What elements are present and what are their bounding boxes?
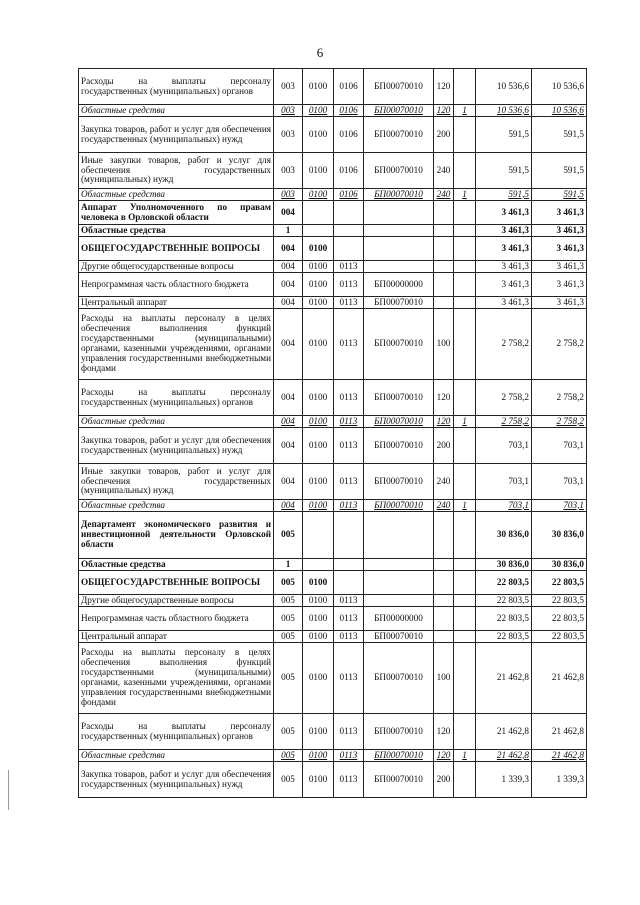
row-subsection-code: 0106 xyxy=(334,105,364,117)
row-amount-2: 1 339,3 xyxy=(532,762,587,798)
row-section-code: 0100 xyxy=(303,762,334,798)
table-row xyxy=(79,273,587,297)
row-amount-2: 591,5 xyxy=(532,189,587,201)
row-expense-type: 100 xyxy=(434,309,454,380)
row-admin-code: 1 xyxy=(274,559,303,571)
row-subsection-code xyxy=(334,225,364,237)
row-admin-code: 003 xyxy=(274,153,303,189)
row-section-code: 0100 xyxy=(303,714,334,750)
table-row xyxy=(79,595,587,607)
row-section-code: 0100 xyxy=(303,643,334,714)
row-target-article: БП00070010 xyxy=(364,309,434,380)
row-amount-1: 2 758,2 xyxy=(476,309,532,380)
row-amount-2: 22 803,5 xyxy=(532,595,587,607)
row-expense-type: 120 xyxy=(434,69,454,105)
row-amount-1: 22 803,5 xyxy=(476,631,532,643)
row-description: Областные средства xyxy=(79,105,274,117)
row-expense-type xyxy=(434,559,454,571)
budget-table xyxy=(78,68,587,798)
row-source-code xyxy=(454,273,476,297)
row-section-code: 0100 xyxy=(303,380,334,416)
row-description: Расходы на выплаты персоналу в целях обеспечения выполнения функций государственными (муниципальными) органами, казенными учреждениями, органами управления государственными внебюджетными фондами xyxy=(79,643,274,714)
row-target-article: БП00070010 xyxy=(364,714,434,750)
row-amount-2: 2 758,2 xyxy=(532,309,587,380)
row-admin-code: 004 xyxy=(274,428,303,464)
row-section-code: 0100 xyxy=(303,189,334,201)
row-expense-type xyxy=(434,595,454,607)
row-expense-type: 200 xyxy=(434,762,454,798)
row-subsection-code: 0113 xyxy=(334,416,364,428)
row-description: Закупка товаров, работ и услуг для обеспечения государственных (муниципальных) нужд xyxy=(79,117,274,153)
row-amount-1: 591,5 xyxy=(476,189,532,201)
table-row xyxy=(79,607,587,631)
row-expense-type: 120 xyxy=(434,380,454,416)
row-admin-code: 1 xyxy=(274,225,303,237)
row-amount-2: 21 462,8 xyxy=(532,643,587,714)
row-admin-code: 005 xyxy=(274,750,303,762)
row-expense-type xyxy=(434,512,454,559)
row-amount-1: 703,1 xyxy=(476,464,532,500)
row-source-code xyxy=(454,607,476,631)
row-expense-type: 100 xyxy=(434,643,454,714)
row-target-article: БП00070010 xyxy=(364,643,434,714)
table-row xyxy=(79,201,587,225)
row-target-article: БП00070010 xyxy=(364,380,434,416)
row-description: Областные средства xyxy=(79,189,274,201)
row-amount-1: 30 836,0 xyxy=(476,512,532,559)
row-admin-code: 004 xyxy=(274,380,303,416)
row-target-article: БП00070010 xyxy=(364,464,434,500)
row-admin-code: 005 xyxy=(274,631,303,643)
row-amount-2: 2 758,2 xyxy=(532,380,587,416)
row-subsection-code xyxy=(334,571,364,595)
table-row xyxy=(79,153,587,189)
row-amount-1: 2 758,2 xyxy=(476,380,532,416)
row-target-article: БП00070010 xyxy=(364,105,434,117)
row-description: Областные средства xyxy=(79,500,274,512)
row-amount-1: 591,5 xyxy=(476,117,532,153)
row-amount-2: 3 461,3 xyxy=(532,297,587,309)
row-target-article xyxy=(364,512,434,559)
row-description: Расходы на выплаты персоналу государственных (муниципальных) органов xyxy=(79,380,274,416)
row-subsection-code: 0106 xyxy=(334,153,364,189)
row-admin-code: 004 xyxy=(274,297,303,309)
row-expense-type xyxy=(434,261,454,273)
row-description: ОБЩЕГОСУДАРСТВЕННЫЕ ВОПРОСЫ xyxy=(79,571,274,595)
table-row xyxy=(79,643,587,714)
row-source-code xyxy=(454,153,476,189)
row-target-article: БП00070010 xyxy=(364,500,434,512)
row-amount-1: 3 461,3 xyxy=(476,273,532,297)
row-source-code: 1 xyxy=(454,500,476,512)
row-source-code xyxy=(454,762,476,798)
row-source-code xyxy=(454,225,476,237)
row-expense-type xyxy=(434,571,454,595)
row-subsection-code xyxy=(334,201,364,225)
row-amount-2: 703,1 xyxy=(532,500,587,512)
table-row xyxy=(79,714,587,750)
table-row xyxy=(79,428,587,464)
row-admin-code: 004 xyxy=(274,500,303,512)
row-amount-2: 30 836,0 xyxy=(532,559,587,571)
row-amount-1: 21 462,8 xyxy=(476,750,532,762)
row-expense-type: 200 xyxy=(434,117,454,153)
row-expense-type: 240 xyxy=(434,189,454,201)
row-expense-type: 120 xyxy=(434,750,454,762)
row-target-article xyxy=(364,559,434,571)
row-admin-code: 004 xyxy=(274,237,303,261)
row-amount-1: 22 803,5 xyxy=(476,571,532,595)
row-amount-1: 10 536,6 xyxy=(476,69,532,105)
row-source-code xyxy=(454,631,476,643)
row-description: Расходы на выплаты персоналу государственных (муниципальных) органов xyxy=(79,69,274,105)
row-expense-type: 120 xyxy=(434,416,454,428)
row-description: Областные средства xyxy=(79,225,274,237)
row-description: Аппарат Уполномоченного по правам человека в Орловской области xyxy=(79,201,274,225)
row-source-code xyxy=(454,464,476,500)
row-expense-type xyxy=(434,297,454,309)
row-amount-1: 22 803,5 xyxy=(476,595,532,607)
row-admin-code: 005 xyxy=(274,643,303,714)
row-expense-type: 120 xyxy=(434,714,454,750)
row-subsection-code: 0113 xyxy=(334,464,364,500)
row-description: Иные закупки товаров, работ и услуг для обеспечения государственных (муниципальных) нужд xyxy=(79,153,274,189)
row-amount-1: 2 758,2 xyxy=(476,416,532,428)
row-section-code: 0100 xyxy=(303,416,334,428)
row-amount-1: 703,1 xyxy=(476,500,532,512)
row-amount-2: 21 462,8 xyxy=(532,750,587,762)
row-amount-2: 3 461,3 xyxy=(532,273,587,297)
row-expense-type: 200 xyxy=(434,428,454,464)
row-source-code xyxy=(454,201,476,225)
row-amount-2: 2 758,2 xyxy=(532,416,587,428)
row-amount-1: 30 836,0 xyxy=(476,559,532,571)
table-row xyxy=(79,69,587,105)
row-admin-code: 005 xyxy=(274,714,303,750)
table-row xyxy=(79,225,587,237)
row-target-article xyxy=(364,595,434,607)
row-amount-1: 703,1 xyxy=(476,428,532,464)
table-row xyxy=(79,571,587,595)
row-description: Центральный аппарат xyxy=(79,297,274,309)
row-admin-code: 003 xyxy=(274,69,303,105)
row-source-code xyxy=(454,512,476,559)
row-source-code xyxy=(454,261,476,273)
row-source-code xyxy=(454,380,476,416)
row-subsection-code: 0113 xyxy=(334,309,364,380)
table-row xyxy=(79,416,587,428)
table-row xyxy=(79,512,587,559)
table-row xyxy=(79,297,587,309)
row-amount-1: 3 461,3 xyxy=(476,297,532,309)
row-subsection-code: 0113 xyxy=(334,380,364,416)
row-section-code: 0100 xyxy=(303,500,334,512)
row-target-article: БП00070010 xyxy=(364,153,434,189)
row-section-code: 0100 xyxy=(303,117,334,153)
row-amount-2: 22 803,5 xyxy=(532,631,587,643)
row-source-code: 1 xyxy=(454,416,476,428)
row-source-code xyxy=(454,69,476,105)
row-section-code: 0100 xyxy=(303,69,334,105)
row-amount-1: 21 462,8 xyxy=(476,714,532,750)
row-subsection-code: 0113 xyxy=(334,762,364,798)
row-section-code: 0100 xyxy=(303,595,334,607)
row-target-article: БП00000000 xyxy=(364,273,434,297)
row-section-code xyxy=(303,225,334,237)
row-section-code xyxy=(303,201,334,225)
row-description: Непрограммная часть областного бюджета xyxy=(79,607,274,631)
table-row xyxy=(79,631,587,643)
row-amount-2: 22 803,5 xyxy=(532,571,587,595)
row-section-code: 0100 xyxy=(303,105,334,117)
row-amount-2: 3 461,3 xyxy=(532,237,587,261)
row-source-code xyxy=(454,595,476,607)
row-subsection-code xyxy=(334,237,364,261)
table-row xyxy=(79,750,587,762)
row-expense-type xyxy=(434,607,454,631)
row-subsection-code: 0106 xyxy=(334,189,364,201)
row-target-article: БП00070010 xyxy=(364,117,434,153)
row-source-code: 1 xyxy=(454,750,476,762)
row-subsection-code: 0113 xyxy=(334,297,364,309)
table-row xyxy=(79,261,587,273)
row-description: Департамент экономического развития и инвестиционной деятельности Орловской области xyxy=(79,512,274,559)
row-amount-1: 3 461,3 xyxy=(476,261,532,273)
row-amount-2: 22 803,5 xyxy=(532,607,587,631)
row-description: Другие общегосударственные вопросы xyxy=(79,595,274,607)
row-amount-2: 3 461,3 xyxy=(532,225,587,237)
row-target-article xyxy=(364,261,434,273)
table-row xyxy=(79,189,587,201)
table-row xyxy=(79,500,587,512)
row-admin-code: 005 xyxy=(274,607,303,631)
page-number: 6 xyxy=(316,45,324,60)
row-amount-2: 3 461,3 xyxy=(532,201,587,225)
row-subsection-code: 0113 xyxy=(334,261,364,273)
row-subsection-code: 0113 xyxy=(334,607,364,631)
table-row xyxy=(79,237,587,261)
row-amount-2: 703,1 xyxy=(532,428,587,464)
table-row xyxy=(79,117,587,153)
row-source-code xyxy=(454,428,476,464)
row-section-code xyxy=(303,512,334,559)
row-amount-2: 3 461,3 xyxy=(532,261,587,273)
row-amount-1: 22 803,5 xyxy=(476,607,532,631)
row-source-code xyxy=(454,571,476,595)
row-admin-code: 003 xyxy=(274,117,303,153)
row-section-code: 0100 xyxy=(303,750,334,762)
row-admin-code: 005 xyxy=(274,512,303,559)
row-subsection-code: 0113 xyxy=(334,631,364,643)
row-target-article: БП00000000 xyxy=(364,607,434,631)
row-expense-type: 240 xyxy=(434,500,454,512)
table-body xyxy=(79,69,587,798)
row-target-article xyxy=(364,571,434,595)
row-target-article: БП00070010 xyxy=(364,297,434,309)
row-source-code xyxy=(454,714,476,750)
row-admin-code: 004 xyxy=(274,273,303,297)
row-subsection-code xyxy=(334,512,364,559)
row-target-article: БП00070010 xyxy=(364,416,434,428)
row-description: Непрограммная часть областного бюджета xyxy=(79,273,274,297)
row-amount-1: 21 462,8 xyxy=(476,643,532,714)
row-source-code xyxy=(454,237,476,261)
row-subsection-code: 0113 xyxy=(334,750,364,762)
row-expense-type: 240 xyxy=(434,153,454,189)
row-source-code xyxy=(454,559,476,571)
row-amount-2: 703,1 xyxy=(532,464,587,500)
row-source-code xyxy=(454,117,476,153)
table-row xyxy=(79,762,587,798)
row-section-code: 0100 xyxy=(303,428,334,464)
table-row xyxy=(79,105,587,117)
row-amount-1: 10 536,6 xyxy=(476,105,532,117)
row-expense-type xyxy=(434,237,454,261)
row-subsection-code xyxy=(334,559,364,571)
row-target-article xyxy=(364,237,434,261)
row-section-code: 0100 xyxy=(303,261,334,273)
row-target-article: БП00070010 xyxy=(364,428,434,464)
row-target-article xyxy=(364,201,434,225)
row-section-code xyxy=(303,559,334,571)
row-target-article: БП00070010 xyxy=(364,631,434,643)
table-row xyxy=(79,464,587,500)
row-admin-code: 004 xyxy=(274,464,303,500)
row-section-code: 0100 xyxy=(303,273,334,297)
row-subsection-code: 0113 xyxy=(334,500,364,512)
table-row xyxy=(79,380,587,416)
row-description: Расходы на выплаты персоналу в целях обеспечения выполнения функций государственными (муниципальными) органами, казенными учреждениями, органами управления государственными внебюджетными фондами xyxy=(79,309,274,380)
row-description: Центральный аппарат xyxy=(79,631,274,643)
row-section-code: 0100 xyxy=(303,309,334,380)
row-description: Закупка товаров, работ и услуг для обеспечения государственных (муниципальных) нужд xyxy=(79,428,274,464)
row-source-code: 1 xyxy=(454,189,476,201)
row-expense-type xyxy=(434,273,454,297)
row-target-article xyxy=(364,225,434,237)
row-expense-type: 120 xyxy=(434,105,454,117)
row-amount-1: 3 461,3 xyxy=(476,201,532,225)
row-target-article: БП00070010 xyxy=(364,750,434,762)
row-target-article: БП00070010 xyxy=(364,69,434,105)
row-amount-1: 3 461,3 xyxy=(476,225,532,237)
row-subsection-code: 0113 xyxy=(334,595,364,607)
row-source-code xyxy=(454,309,476,380)
row-description: Другие общегосударственные вопросы xyxy=(79,261,274,273)
row-amount-2: 10 536,6 xyxy=(532,105,587,117)
row-subsection-code: 0113 xyxy=(334,714,364,750)
row-admin-code: 004 xyxy=(274,261,303,273)
row-admin-code: 005 xyxy=(274,595,303,607)
row-amount-2: 21 462,8 xyxy=(532,714,587,750)
scan-edge-mark xyxy=(8,770,9,810)
row-description: Областные средства xyxy=(79,750,274,762)
row-subsection-code: 0106 xyxy=(334,117,364,153)
row-expense-type xyxy=(434,225,454,237)
row-admin-code: 005 xyxy=(274,762,303,798)
row-target-article: БП00070010 xyxy=(364,189,434,201)
row-section-code: 0100 xyxy=(303,607,334,631)
row-subsection-code: 0113 xyxy=(334,643,364,714)
table-row xyxy=(79,559,587,571)
row-amount-2: 591,5 xyxy=(532,153,587,189)
row-amount-2: 30 836,0 xyxy=(532,512,587,559)
row-admin-code: 004 xyxy=(274,309,303,380)
row-amount-1: 3 461,3 xyxy=(476,237,532,261)
row-description: Иные закупки товаров, работ и услуг для обеспечения государственных (муниципальных) нужд xyxy=(79,464,274,500)
row-description: Расходы на выплаты персоналу государственных (муниципальных) органов xyxy=(79,714,274,750)
row-expense-type xyxy=(434,631,454,643)
row-section-code: 0100 xyxy=(303,297,334,309)
row-source-code xyxy=(454,297,476,309)
row-source-code: 1 xyxy=(454,105,476,117)
row-amount-1: 1 339,3 xyxy=(476,762,532,798)
row-admin-code: 003 xyxy=(274,105,303,117)
row-admin-code: 004 xyxy=(274,416,303,428)
row-section-code: 0100 xyxy=(303,237,334,261)
row-expense-type: 240 xyxy=(434,464,454,500)
row-subsection-code: 0113 xyxy=(334,273,364,297)
row-amount-2: 10 536,6 xyxy=(532,69,587,105)
row-admin-code: 005 xyxy=(274,571,303,595)
row-section-code: 0100 xyxy=(303,153,334,189)
row-section-code: 0100 xyxy=(303,464,334,500)
row-description: Областные средства xyxy=(79,416,274,428)
row-section-code: 0100 xyxy=(303,571,334,595)
row-expense-type xyxy=(434,201,454,225)
row-amount-2: 591,5 xyxy=(532,117,587,153)
row-description: Закупка товаров, работ и услуг для обеспечения государственных (муниципальных) нужд xyxy=(79,762,274,798)
row-description: ОБЩЕГОСУДАРСТВЕННЫЕ ВОПРОСЫ xyxy=(79,237,274,261)
row-subsection-code: 0113 xyxy=(334,428,364,464)
row-subsection-code: 0106 xyxy=(334,69,364,105)
row-description: Областные средства xyxy=(79,559,274,571)
row-amount-1: 591,5 xyxy=(476,153,532,189)
table-row xyxy=(79,309,587,380)
row-section-code: 0100 xyxy=(303,631,334,643)
row-source-code xyxy=(454,643,476,714)
row-target-article: БП00070010 xyxy=(364,762,434,798)
row-admin-code: 004 xyxy=(274,201,303,225)
row-admin-code: 003 xyxy=(274,189,303,201)
